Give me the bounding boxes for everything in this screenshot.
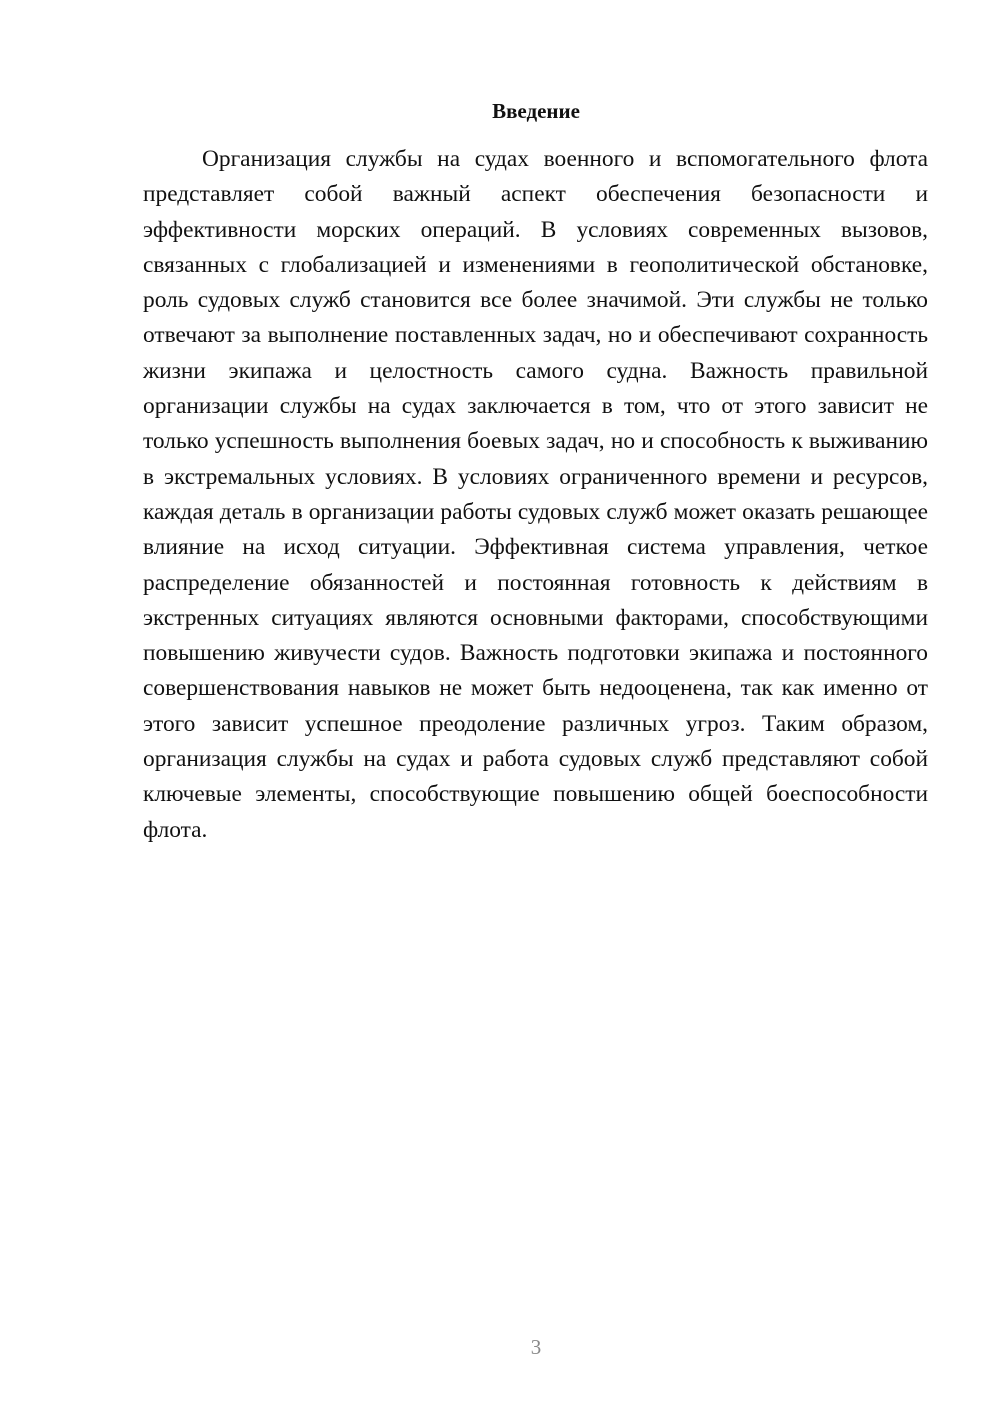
body-paragraph: Организация службы на судах военного и вспомогательного флота представляет собой важный аспект обеспечения безопасности и эффективности морских операций. В условиях современных вызовов, связанных с глобализацией и изменениями в геополитической обстановке, роль судовых служб становится все более значимой. Эти службы не только отвечают за выполнение поставленных задач, но и обеспечивают сохранность жизни экипажа и целостность самого судна. Важность правильной организации службы на судах заключается в том, что от этого зависит не только успешность выполнения боевых задач, но и способность к выживанию в экстремальных условиях. В условиях ограниченного времени и ресурсов, каждая деталь в организации работы судовых служб может оказать решающее влияние на исход ситуации. Эффективная система управления, четкое распределение обязанностей и постоянная готовность к действиям в экстренных ситуациях являются основными факторами, способствующими повышению живучести судов. Важность подготовки экипажа и постоянного совершенствования навыков не может быть недооценена, так как именно от этого зависит успешное преодоление различных угроз. Таким образом, организация службы на судах и работа судовых служб представляют собой ключевые элементы, способствующие повышению общей боеспособности флота. [143, 146, 928, 843]
section-heading: Введение [492, 99, 580, 123]
page-number: 3 [530, 1335, 542, 1359]
